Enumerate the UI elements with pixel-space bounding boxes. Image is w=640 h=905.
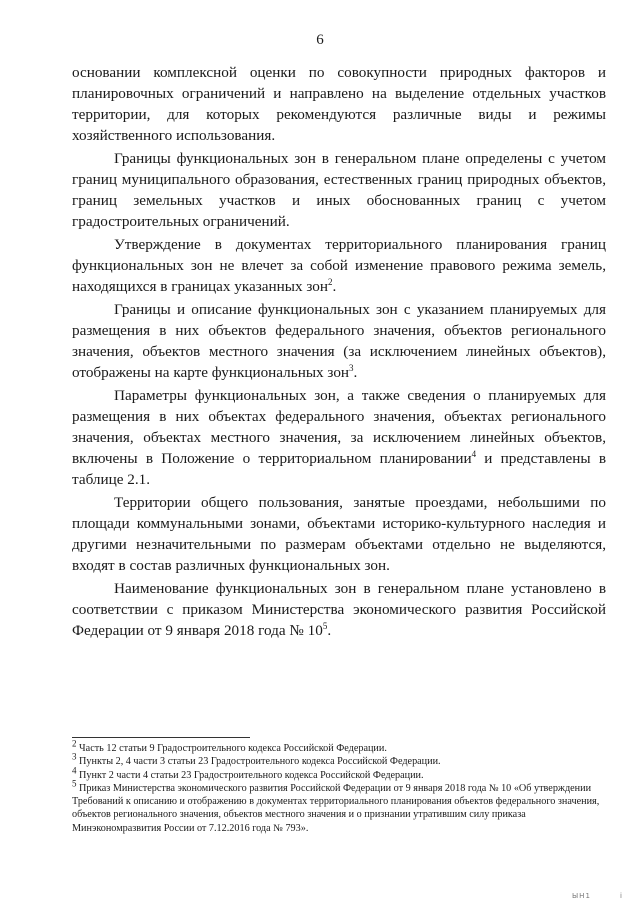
footnote-mark: 2 xyxy=(72,738,77,749)
footnote-2 xyxy=(72,738,606,755)
paragraph-7-text: Наименование функциональных зон в генеральном плане установлено в соответствии с приказом Министерства экономического развития Российской Федерации от 9 января 2018 года № 10 xyxy=(72,580,606,639)
paragraph-5-text: Параметры функциональных зон, а также сведения о планируемых для размещения в них объектах федерального значения, объектах регионального значения, объектах местного значения, за исключением линейных объектов, включены в Положение о территориальном планировании xyxy=(72,387,606,467)
footnote-mark: 4 xyxy=(72,765,77,776)
paragraph-3-text: Утверждение в документах территориального планирования границ функциональных зон не влечет за собой изменение правового режима земель, находящихся в границах указанных зон xyxy=(72,236,606,295)
paragraph-4-tail: . xyxy=(353,364,358,381)
footnote-text: Пункты 2, 4 части 3 статьи 23 Градостроительного кодекса Российской Федерации. xyxy=(76,756,441,768)
footnote-3 xyxy=(72,751,606,768)
footnote-text: Приказ Министерства экономического развития Российской Федерации от 9 января 2018 года № 10 «Об утверждении Требований к описанию и отображению в документах территориального планирования объектов федерального значения, объектов регионального значения, объектов местного значения и о признании утратившим силу приказа Минэкономразвития России от 7.12.2016 года № 793». xyxy=(72,782,600,834)
footnotes xyxy=(72,738,606,835)
page-stamp-mark: i xyxy=(620,892,622,900)
footnote-4 xyxy=(72,765,606,782)
footnote-ref-5: 5 xyxy=(322,620,328,631)
paragraph-3-tail: . xyxy=(332,278,337,295)
paragraph-7-tail: . xyxy=(327,622,332,639)
paragraph-3 xyxy=(72,234,606,297)
body-text xyxy=(72,62,606,643)
paragraph-2: Границы функциональных зон в генеральном плане определены с учетом границ муниципального образования, естественных границ природных объектов, границ земельных участков и иных обоснованных границ с учетом градостроительных ограничений. xyxy=(72,150,606,230)
footnote-separator xyxy=(72,737,250,738)
footnote-text: Часть 12 статьи 9 Градостроительного кодекса Российской Федерации. xyxy=(76,743,387,754)
footnote-ref-2: 2 xyxy=(328,276,333,287)
paragraph-5-tail: и представлены в таблице 2.1. xyxy=(72,450,606,488)
paragraph-1: основании комплексной оценки по совокупности природных факторов и планировочных ограничений и направлено на выделение отдельных участков территории, для которых рекомендуются различные виды и режимы хозяйственного использования. xyxy=(72,64,606,144)
footnote-5 xyxy=(72,778,606,835)
paragraph-7 xyxy=(72,578,606,641)
page-stamp: ЫН1 xyxy=(572,892,591,900)
footnote-mark: 5 xyxy=(72,778,77,789)
footnote-ref-4: 4 xyxy=(471,448,477,459)
footnote-text: Пункт 2 части 4 статьи 23 Градостроительного кодекса Российской Федерации. xyxy=(76,769,424,781)
footnote-mark: 3 xyxy=(72,751,77,762)
footnote-ref-3: 3 xyxy=(349,362,354,373)
paragraph-6: Территории общего пользования, занятые проездами, небольшими по площади коммунальными зонами, объектами историко-культурного наследия и другими незначительными по размерам объектами отдельно не выделяются, входят в состав различных функциональных зон. xyxy=(72,494,606,574)
paragraph-4 xyxy=(72,299,606,383)
paragraph-5 xyxy=(72,385,606,490)
paragraph-4-text: Границы и описание функциональных зон с указанием планируемых для размещения в них объектов федерального значения, объектов регионального значения, объектов местного значения (за исключением линейных объектов), отображены на карте функциональных зон xyxy=(72,301,606,381)
page-number: 6 xyxy=(316,32,324,48)
